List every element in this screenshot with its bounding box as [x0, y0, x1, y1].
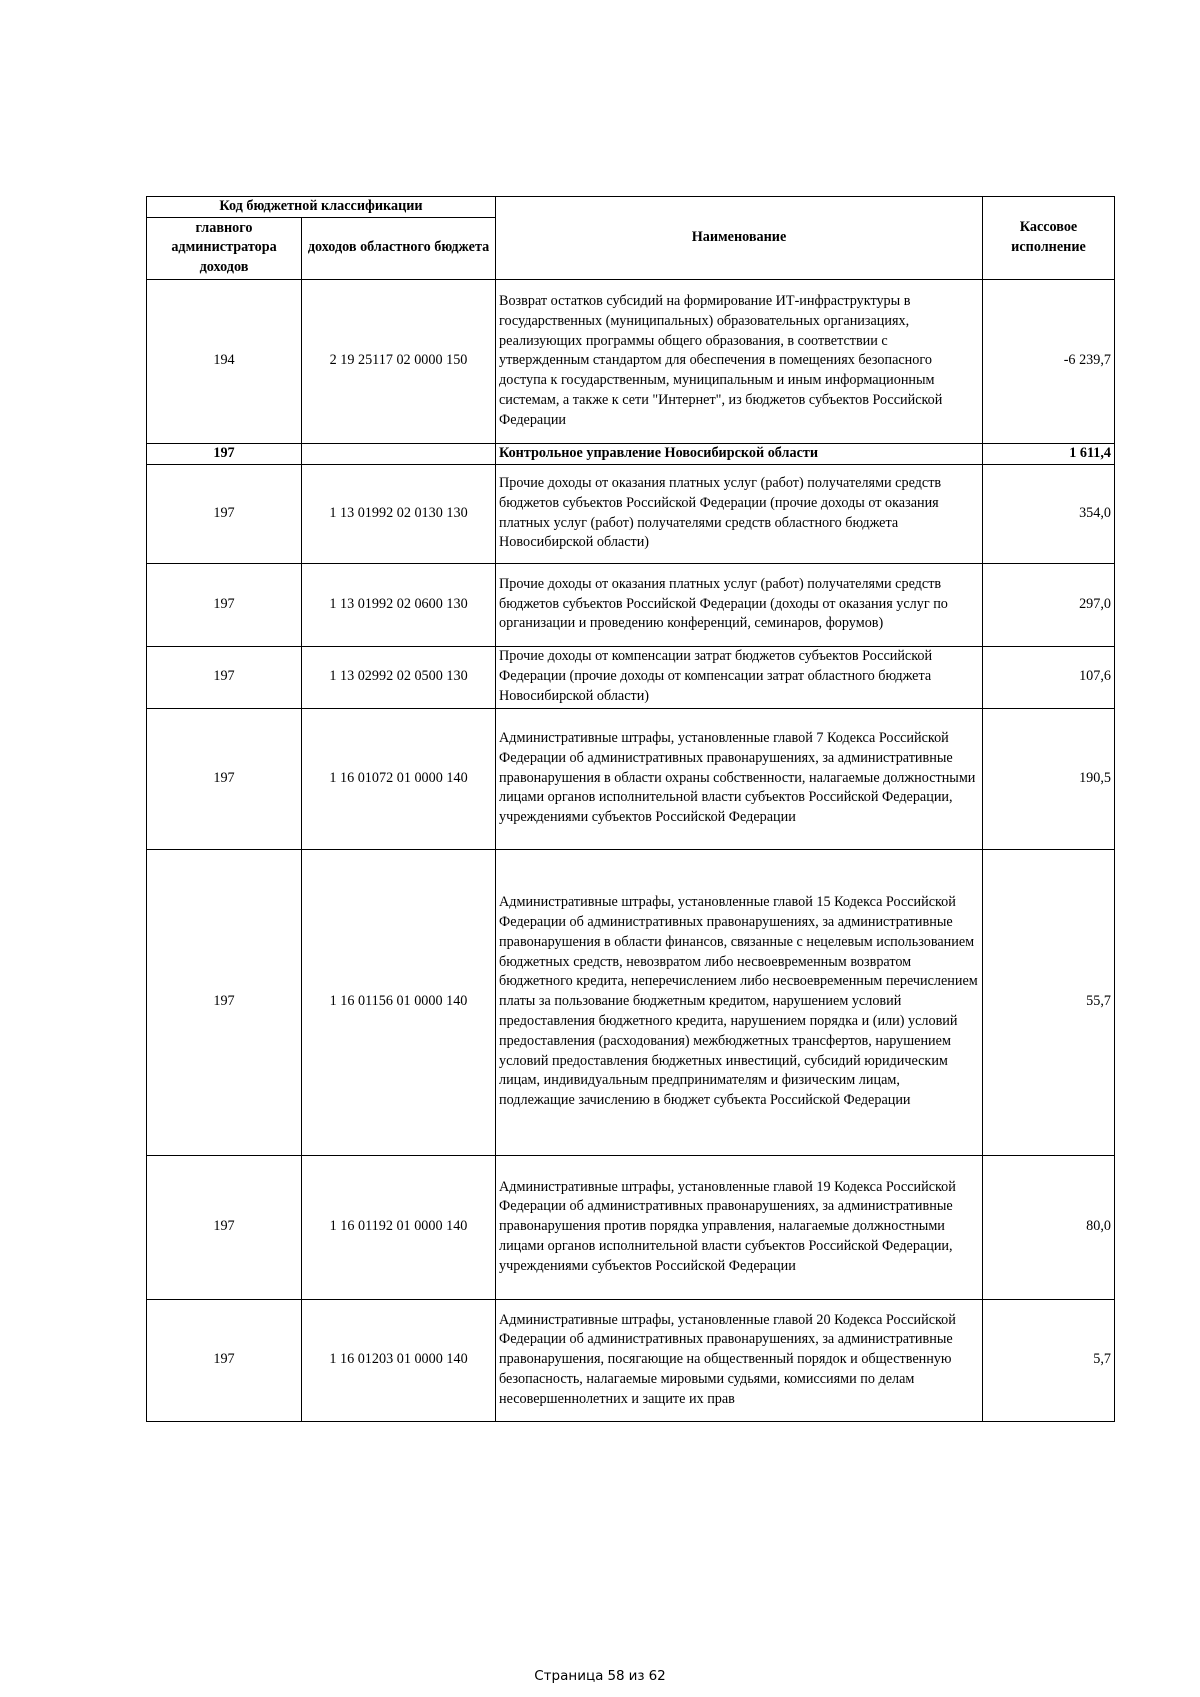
amount-cell: 190,5: [983, 708, 1115, 849]
budget-classification-table: [146, 196, 1115, 1422]
table-row-section: [147, 443, 1115, 464]
table-row: [147, 563, 1115, 646]
income-code-cell: 1 13 01992 02 0600 130: [302, 563, 496, 646]
table-row: [147, 646, 1115, 708]
name-cell: Прочие доходы от оказания платных услуг (работ) получателями средств бюджетов субъектов Российской Федерации (доходы от оказания услуг по организации и проведению конференций, семинаров, форумов): [496, 563, 983, 646]
table-row: [147, 708, 1115, 849]
name-cell: Административные штрафы, установленные главой 7 Кодекса Российской Федерации об административных правонарушениях, за административные правонарушения в области охраны собственности, налагаемые должностными лицами органов исполнительной власти субъектов Российской Федерации, учреждениями субъектов Российской Федерации: [496, 708, 983, 849]
income-code-cell: 1 13 02992 02 0500 130: [302, 646, 496, 708]
table-row: [147, 1299, 1115, 1421]
name-cell: Административные штрафы, установленные главой 20 Кодекса Российской Федерации об административных правонарушениях, за административные правонарушения, посягающие на общественный порядок и общественную безопасность, налагаемые мировыми судьями, комиссиями по делам несовершеннолетних и защите их прав: [496, 1299, 983, 1421]
table-row: [147, 279, 1115, 443]
page-footer: [0, 1668, 1200, 1684]
admin-code-cell: 197: [147, 1155, 302, 1299]
admin-code-cell: 197: [147, 443, 302, 464]
header-amount: Кассовое исполнение: [983, 197, 1115, 280]
income-code-cell: 1 16 01192 01 0000 140: [302, 1155, 496, 1299]
income-code-cell: [302, 443, 496, 464]
income-code-cell: 1 16 01156 01 0000 140: [302, 849, 496, 1155]
name-cell: Административные штрафы, установленные главой 15 Кодекса Российской Федерации об административных правонарушениях, за административные правонарушения в области финансов, связанные с нецелевым использованием бюджетных средств, невозвратом либо несвоевременным возвратом бюджетного кредита, неперечислением либо несвоевременным перечислением платы за пользование бюджетным кредитом, нарушением условий предоставления бюджетного кредита, нарушением порядка и (или) условий предоставления (расходования) межбюджетных трансфертов, нарушением условий предоставления бюджетных инвестиций, субсидий юридическим лицам, индивидуальным предпринимателям и физическим лицам, подлежащие зачислению в бюджет субъекта Российской Федерации: [496, 849, 983, 1155]
income-code-cell: 1 16 01203 01 0000 140: [302, 1299, 496, 1421]
name-cell: Прочие доходы от оказания платных услуг (работ) получателями средств бюджетов субъектов Российской Федерации (прочие доходы от оказания платных услуг (работ) получателями средств областного бюджета Новосибирской области): [496, 464, 983, 563]
amount-cell: 354,0: [983, 464, 1115, 563]
amount-cell: 80,0: [983, 1155, 1115, 1299]
admin-code-cell: 197: [147, 849, 302, 1155]
name-cell: Возврат остатков субсидий на формирование ИТ-инфраструктуры в государственных (муниципальных) образовательных организациях, реализующих программы общего образования, в соответствии с утвержденным стандартом для обеспечения в помещениях безопасного доступа к государственным, муниципальным и иным информационным системам, а также к сети "Интернет", из бюджетов субъектов Российской Федерации: [496, 279, 983, 443]
admin-code-cell: 197: [147, 1299, 302, 1421]
page-of-label: из: [628, 1668, 645, 1684]
amount-cell: 55,7: [983, 849, 1115, 1155]
table-row: [147, 849, 1115, 1155]
amount-cell: 297,0: [983, 563, 1115, 646]
header-budget-code-group: Код бюджетной классификации: [147, 197, 496, 218]
name-cell: Административные штрафы, установленные главой 19 Кодекса Российской Федерации об административных правонарушениях, за административные правонарушения против порядка управления, налагаемые должностными лицами органов исполнительной власти субъектов Российской Федерации, учреждениями субъектов Российской Федерации: [496, 1155, 983, 1299]
admin-code-cell: 197: [147, 646, 302, 708]
section-title-cell: Контрольное управление Новосибирской области: [496, 443, 983, 464]
table-row: [147, 464, 1115, 563]
page-total: 62: [648, 1668, 666, 1684]
table-row: [147, 1155, 1115, 1299]
page-number: 58: [607, 1668, 625, 1684]
admin-code-cell: 197: [147, 708, 302, 849]
amount-cell: 107,6: [983, 646, 1115, 708]
header-name: Наименование: [496, 197, 983, 280]
page-label: Страница: [534, 1668, 604, 1684]
amount-cell: -6 239,7: [983, 279, 1115, 443]
header-income-code: доходов областного бюджета: [302, 217, 496, 279]
name-cell: Прочие доходы от компенсации затрат бюджетов субъектов Российской Федерации (прочие доходы от компенсации затрат областного бюджета Новосибирской области): [496, 646, 983, 708]
admin-code-cell: 197: [147, 563, 302, 646]
admin-code-cell: 194: [147, 279, 302, 443]
income-code-cell: 2 19 25117 02 0000 150: [302, 279, 496, 443]
admin-code-cell: 197: [147, 464, 302, 563]
amount-cell: 5,7: [983, 1299, 1115, 1421]
section-total-cell: 1 611,4: [983, 443, 1115, 464]
income-code-cell: 1 16 01072 01 0000 140: [302, 708, 496, 849]
header-admin-code: главного администратора доходов: [147, 217, 302, 279]
income-code-cell: 1 13 01992 02 0130 130: [302, 464, 496, 563]
